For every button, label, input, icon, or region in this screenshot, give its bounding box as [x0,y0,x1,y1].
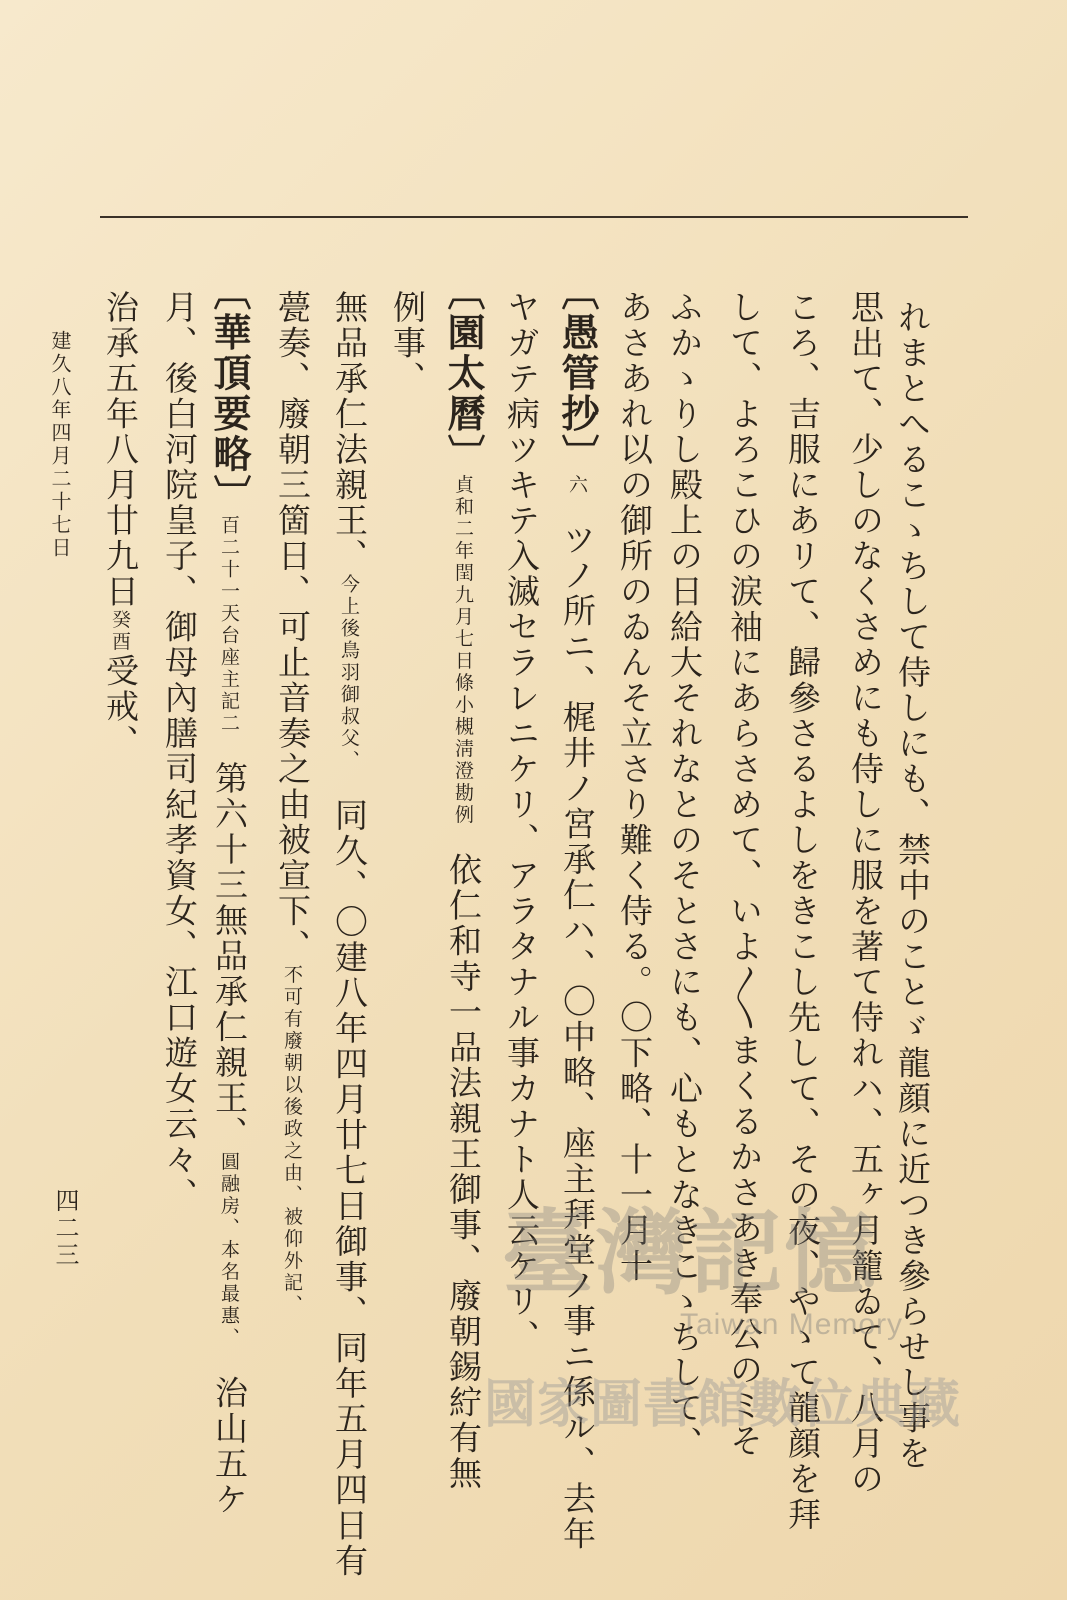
text-column-10 [388,290,427,397]
column-text: ツノ所ニ、梶井ノ宮承仁ハ、〇中略、座主拜堂ノ事ニ係ル、去年 [558,522,597,1552]
text-column-14 [160,290,199,1213]
source-heading: 〔園太曆〕 [441,272,486,475]
text-column-15 [101,290,140,760]
page-number: 四二三 [51,1188,79,1269]
watermark-organization: 國家圖書館數位典藏 [484,1376,962,1434]
text-column-5 [665,290,704,1462]
column-text: して、よろこひの涙袖にあらさめて、いよ〳〵まくるかさあき奉公のミそ [725,290,764,1459]
column-text-continued: 同久、〇建八年四月廿七日御事、同年五月四日有 [330,798,369,1579]
watermark-characters: 臺灣記憶 [502,1199,879,1307]
source-note: 貞和二年閏九月七日條小槻淸澄勘例 [452,474,474,827]
text-column-13 [207,272,252,1518]
text-column-2 [846,290,885,1497]
source-note: 六 [566,474,588,497]
column-text: 甍奏、廢朝三箇日、可止音奏之由被宣下、 [273,290,312,965]
inline-note: 圓融房、本名最惠、 [218,1151,240,1350]
header-rule [100,216,968,218]
inline-note: 今上後鳥羽御叔父、 [338,574,360,772]
column-text: 無品承仁法親王、 [330,290,369,574]
text-column-7 [555,272,600,1552]
text-column-4 [725,290,764,1459]
column-text: 月、後白河院皇子、御母內膳司紀孝資女、江口遊女云々、 [160,290,199,1213]
text-column-3 [783,290,822,1533]
source-note: 百二十一天台座主記二 [218,515,240,735]
source-heading: 〔華頂要略〕 [207,272,252,515]
column-text: 思出て、少しのなくさめにも侍しに服を著て侍れハ、五ヶ月籠ゐて、八月の [846,290,885,1497]
column-text: ヤガテ病ツキテ入滅セラレニケリ、アラタナル事カナト人云ケリ、 [502,290,541,1355]
column-text-continued: 治山五ケ [210,1375,249,1518]
running-head: 建久八年四月二十七日 [48,330,72,560]
text-column-8 [502,290,541,1355]
inline-note: 不可有廢朝以後政之由、被仰外記、 [281,964,303,1317]
column-text-continued: 受戒、 [101,653,140,760]
column-text: 例事、 [388,290,427,397]
column-text: 治承五年八月廿九日 [101,290,140,610]
text-column-9 [441,272,486,1492]
inline-note: 癸酉 [109,609,131,654]
text-column-12 [273,290,312,1317]
column-text: ふかゝりし殿上の日給大それなとのそとさにも、心もとなきこゝちして、 [665,290,704,1462]
column-text: 第六十三無品承仁親王、 [210,761,249,1152]
text-column-1 [893,300,932,1472]
watermark-latin: Taiwan Memory [680,1308,904,1341]
text-column-6 [615,290,654,1284]
source-heading: 〔愚管抄〕 [555,272,600,475]
column-text: ころ、吉服にあリて、歸參さるよしをきこし先して、その夜、やゝて龍顔を拜 [783,290,822,1533]
column-text: れまとへるこゝちして侍しにも、禁中のことゞ龍顔に近つき參らせし事を [893,300,932,1472]
column-text: 依仁和寺一品法親王御事、廢朝錫紵有無 [444,852,483,1492]
column-text: あさあれ以の御所のゐんそ立さり難く侍る。〇下略、十一月十 [615,290,654,1284]
text-column-11 [330,290,369,1579]
